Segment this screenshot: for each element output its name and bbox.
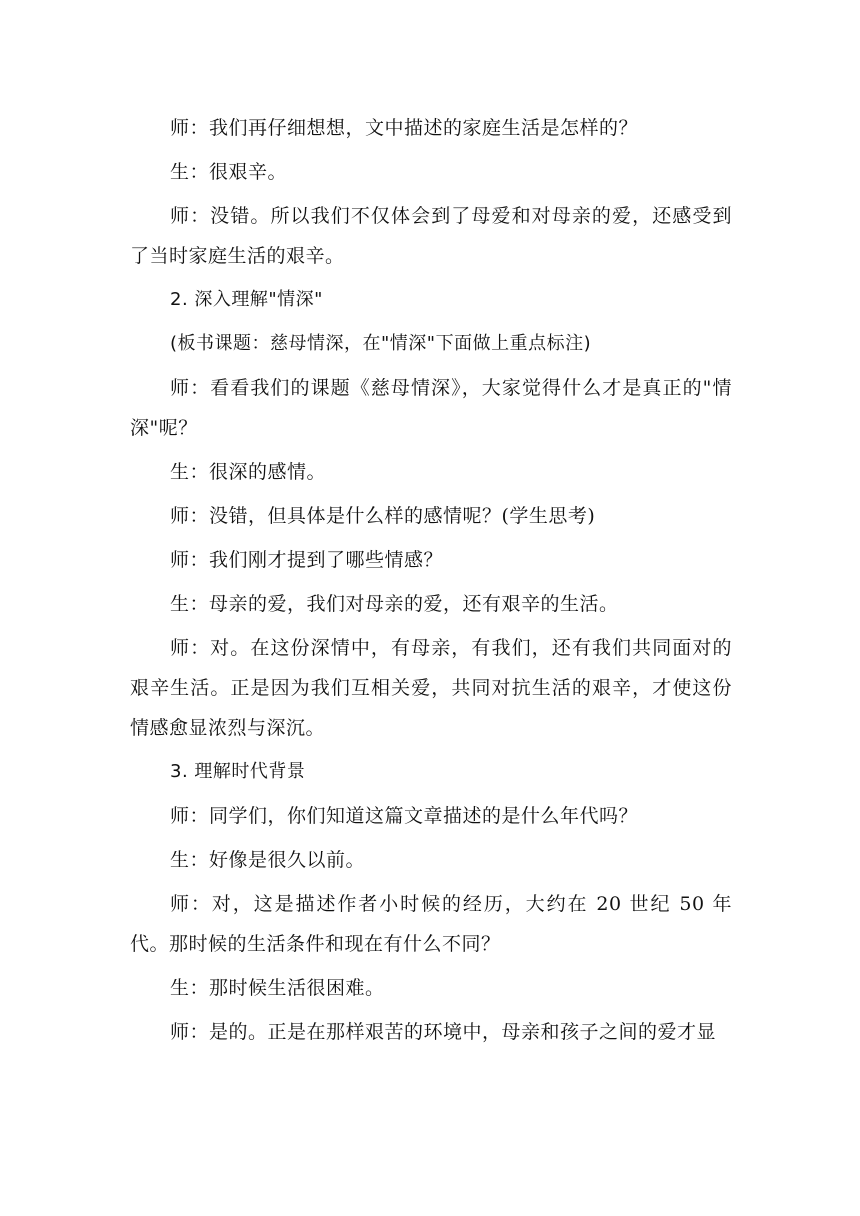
section-heading-3: 3. 理解时代背景 xyxy=(170,761,306,782)
paragraph-teacher-response-1: 师：没错。所以我们不仅体会到了母爱和对母亲的爱，还感受到了当时家庭生活的艰辛。 xyxy=(130,205,732,267)
paragraph-student-answer-5: 生：那时候生活很困难。 xyxy=(170,977,385,999)
paragraph-teacher-question-3: 师：没错，但具体是什么样的感情呢？(学生思考) xyxy=(170,505,596,527)
paragraph-teacher-response-3: 师：对，这是描述作者小时候的经历，大约在 20 世纪 50 年代。那时候的生活条件和现在有什么不同？ xyxy=(130,893,732,955)
board-note: (板书课题：慈母情深，在"情深"下面做上重点标注) xyxy=(170,333,592,354)
paragraph-student-answer-3: 生：母亲的爱，我们对母亲的爱，还有艰辛的生活。 xyxy=(170,593,619,615)
paragraph-teacher-question-2: 师：看看我们的课题《慈母情深》，大家觉得什么才是真正的"情深"呢？ xyxy=(130,377,732,439)
paragraph-student-answer-4: 生：好像是很久以前。 xyxy=(170,849,366,871)
paragraph-student-answer-2: 生：很深的感情。 xyxy=(170,461,327,483)
section-heading-2: 2. 深入理解"情深" xyxy=(170,289,323,310)
paragraph-student-answer-1: 生：很艰辛。 xyxy=(170,161,288,183)
paragraph-teacher-response-4: 师：是的。正是在那样艰苦的环境中，母亲和孩子之间的爱才显 xyxy=(170,1021,717,1043)
paragraph-teacher-question-1: 师：我们再仔细想想，文中描述的家庭生活是怎样的？ xyxy=(170,117,639,139)
paragraph-teacher-response-2: 师：对。在这份深情中，有母亲，有我们，还有我们共同面对的艰辛生活。正是因为我们互相关爱，共同对抗生活的艰辛，才使这份情感愈显浓烈与深沉。 xyxy=(130,637,732,739)
document-page xyxy=(130,108,732,1056)
paragraph-teacher-question-4: 师：我们刚才提到了哪些情感？ xyxy=(170,549,444,571)
paragraph-teacher-question-5: 师：同学们，你们知道这篇文章描述的是什么年代吗？ xyxy=(170,805,639,827)
